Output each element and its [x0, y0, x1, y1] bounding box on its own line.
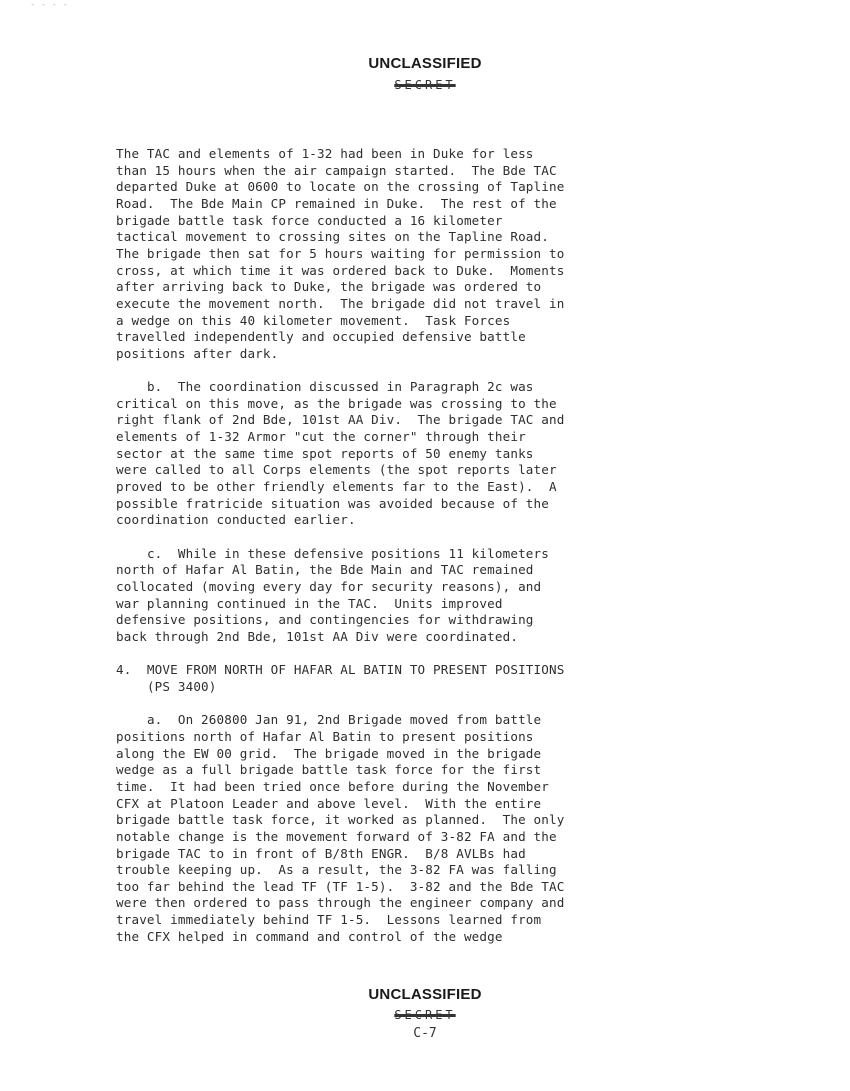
paragraph-c: c. While in these defensive positions 11 kilometers north of Hafar Al Batin, the Bde Main and TAC remained collocated (moving every day for security reasons), and war planning continued in the TAC. Units improved defensive positions, and contingencies for withdrawing back through 2nd Bde, 101st AA Div were coordinated. — [116, 545, 550, 644]
header-struck-text: SECRET — [394, 78, 456, 92]
footer-struck-text: SECRET — [394, 1008, 456, 1022]
scan-artifact: - - - - — [30, 0, 68, 10]
header-classification: UNCLASSIFIED — [368, 55, 482, 72]
paragraph-4a: a. On 260800 Jan 91, 2nd Brigade moved from battle positions north of Hafar Al Batin to present positions along the EW 00 grid. The brigade moved in the brigade wedge as a full brigade battle task force for the first time. It had been tried once before during the November CFX at Platoon Leader and above level. With the entire brigade battle task force, it worked as planned. The only notable change is the movement forward of 3-82 FA and the brigade TAC to in front of B/8th ENGR. B/8 AVLBs had trouble keeping up. As a result, the 3-82 FA was falling too far behind the lead TF (TF 1-5). 3-82 and the Bde TAC were then ordered to pass through the engineer company and travel immediately behind TF 1-5. Lessons learned from the CFX helped in command and control of the wedge — [116, 712, 565, 944]
page-number: C-7 — [413, 1026, 437, 1041]
section-heading-4: 4. MOVE FROM NORTH OF HAFAR AL BATIN TO PRESENT POSITIONS (PS 3400) — [116, 662, 565, 694]
footer-struck-marking — [0, 1008, 850, 1022]
document-body — [116, 146, 716, 962]
footer-classification: UNCLASSIFIED — [368, 986, 482, 1003]
paragraph-b: b. The coordination discussed in Paragraph 2c was critical on this move, as the brigade was crossing to the right flank of 2nd Bde, 101st AA Div. The brigade TAC and elements of 1-32 Armor "cut the corner" through their sector at the same time spot reports of 50 enemy tanks were called to all Corps elements (the spot reports later proved to be other friendly elements far to the East). A possible fratricide situation was avoided because of the coordination conducted earlier. — [116, 379, 565, 528]
paragraph-intro: The TAC and elements of 1-32 had been in Duke for less than 15 hours when the air campaign started. The Bde TAC departed Duke at 0600 to locate on the crossing of Tapline Road. The Bde Main CP remained in Duke. The rest of the brigade battle task force conducted a 16 kilometer tactical movement to crossing sites on the Tapline Road. The brigade then sat for 5 hours waiting for permission to cross, at which time it was ordered back to Duke. Moments after arriving back to Duke, the brigade was ordered to execute the movement north. The brigade did not travel in a wedge on this 40 kilometer movement. Task Forces travelled independently and occupied defensive battle positions after dark. — [116, 146, 565, 361]
header-struck-marking — [0, 78, 850, 92]
